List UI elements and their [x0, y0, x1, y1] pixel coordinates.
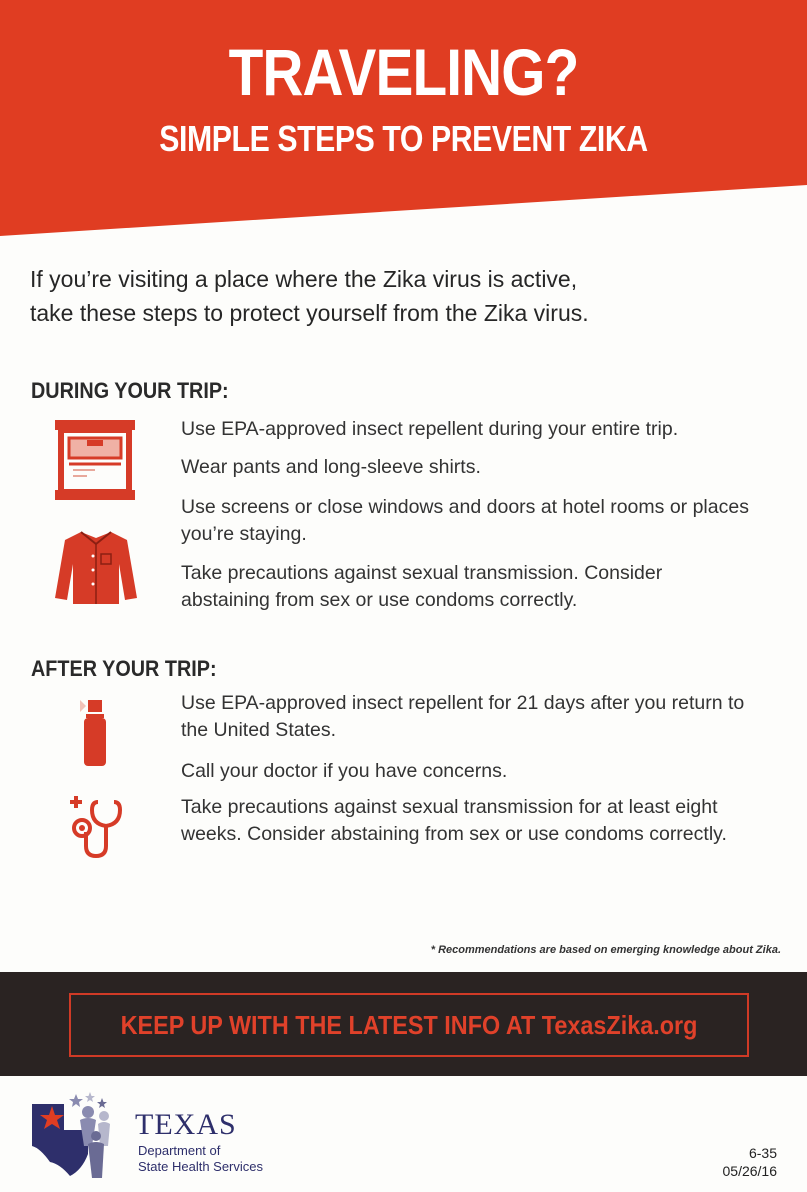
during-item-2: Wear pants and long-sleeve shirts. — [181, 456, 481, 478]
dshs-logo — [30, 1090, 130, 1187]
during-trip-heading: DURING YOUR TRIP: — [31, 378, 229, 403]
intro-line-1: If you’re visiting a place where the Zika virus is active, — [30, 266, 578, 292]
logo-department — [138, 1143, 263, 1175]
long-sleeve-shirt-icon — [53, 530, 139, 611]
form-date: 05/26/16 — [722, 1163, 777, 1179]
logo-texas: TEXAS — [135, 1108, 237, 1141]
cta-link-text[interactable]: KEEP UP WITH THE LATEST INFO AT TexasZika.org — [120, 1010, 698, 1040]
during-item-3: Use screens or close windows and doors at hotel rooms or places you’re staying. — [181, 496, 749, 545]
page-subtitle: SIMPLE STEPS TO PREVENT ZIKA — [159, 118, 648, 159]
after-item-2: Call your doctor if you have concerns. — [181, 760, 508, 782]
intro-line-2: take these steps to protect yourself from the Zika virus. — [30, 300, 589, 326]
during-item-1: Use EPA-approved insect repellent during your entire trip. — [181, 418, 679, 440]
logo-dept-line-1: Department of — [138, 1143, 221, 1158]
stethoscope-icon — [64, 796, 134, 865]
header-banner — [0, 0, 807, 240]
after-trip-heading: AFTER YOUR TRIP: — [31, 656, 217, 681]
footnote: * Recommendations are based on emerging knowledge about Zika. — [430, 944, 781, 956]
page-title: TRAVELING? — [228, 35, 579, 109]
window-icon — [55, 418, 135, 507]
intro-text — [30, 262, 790, 330]
after-item-1: Use EPA-approved insect repellent for 21 days after you return to the United States. — [181, 692, 745, 741]
cta-box — [69, 993, 749, 1057]
form-number: 6-35 — [748, 1145, 777, 1161]
logo-dept-line-2: State Health Services — [138, 1159, 264, 1174]
after-item-3: Take precautions against sexual transmission for at least eight weeks. Consider abstaining from sex or use condoms correctly. — [181, 796, 727, 845]
repellent-spray-icon — [78, 696, 118, 773]
form-info — [723, 1144, 778, 1180]
during-item-4: Take precautions against sexual transmission. Consider abstaining from sex or use condoms correctly. — [181, 562, 663, 611]
